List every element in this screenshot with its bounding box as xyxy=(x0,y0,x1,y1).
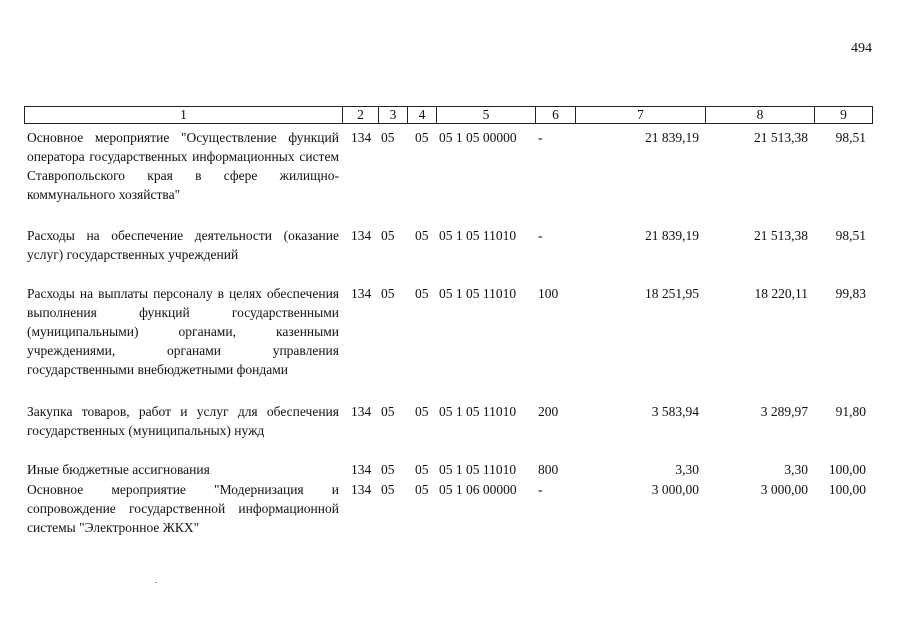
row-col-4: 05 xyxy=(415,482,429,497)
header-col-5: 5 xyxy=(436,107,535,123)
row-col-3: 05 xyxy=(381,130,395,145)
row-description: Иные бюджетные ассигнования xyxy=(27,462,210,477)
row-col-3: 05 xyxy=(381,404,395,419)
row-col-8: 21 513,38 xyxy=(754,130,808,145)
row-col-8: 21 513,38 xyxy=(754,228,808,243)
table-row xyxy=(24,402,873,442)
row-description: Расходы на выплаты персоналу в целях обеспечения выполнения функций государственными (муниципальными) органами, казенными учреждениями, органами управления государственными внебюджетными фондами xyxy=(27,286,339,377)
row-col-2: 134 xyxy=(351,286,372,301)
row-col-7: 21 839,19 xyxy=(645,130,699,145)
row-col-8: 3 000,00 xyxy=(760,482,808,497)
table-row xyxy=(24,226,873,266)
row-col-3: 05 xyxy=(381,228,395,243)
header-col-1: 1 xyxy=(180,107,187,122)
header-col-6: 6 xyxy=(535,107,575,123)
row-col-5: 05 1 05 11010 xyxy=(439,404,517,419)
row-col-7: 18 251,95 xyxy=(645,286,699,301)
header-col-7: 7 xyxy=(575,107,705,123)
row-col-2: 134 xyxy=(351,130,372,145)
row-col-7: 3,30 xyxy=(675,462,699,477)
row-col-2: 134 xyxy=(351,228,372,243)
row-description: Основное мероприятие "Модернизация и сопровождение государственной информационной системы "Электронное ЖКХ" xyxy=(27,482,339,535)
row-col-6: 100 xyxy=(538,286,559,301)
row-col-9: 91,80 xyxy=(835,404,866,419)
row-description: Основное мероприятие "Осуществление функций оператора государственных информационных систем Ставропольского края в сфере жилищно-коммунального хозяйства" xyxy=(27,130,339,202)
row-col-5: 05 1 06 00000 xyxy=(439,482,517,497)
row-col-4: 05 xyxy=(415,404,429,419)
row-col-9: 98,51 xyxy=(835,228,866,243)
header-col-8: 8 xyxy=(705,107,814,123)
row-col-4: 05 xyxy=(415,286,429,301)
row-col-2: 134 xyxy=(351,482,372,497)
page-number: 494 xyxy=(851,41,872,56)
row-col-2: 134 xyxy=(351,462,372,477)
row-col-6: - xyxy=(538,228,543,243)
row-description: Расходы на обеспечение деятельности (оказание услуг) государственных учреждений xyxy=(27,228,339,262)
row-col-9: 100,00 xyxy=(828,462,866,477)
row-col-3: 05 xyxy=(381,286,395,301)
row-col-5: 05 1 05 11010 xyxy=(439,228,517,243)
row-col-5: 05 1 05 11010 xyxy=(439,286,517,301)
row-col-8: 3,30 xyxy=(784,462,808,477)
row-col-3: 05 xyxy=(381,462,395,477)
header-col-2: 2 xyxy=(342,107,378,123)
table-row xyxy=(24,284,873,398)
row-col-9: 100,00 xyxy=(828,482,866,497)
header-col-4: 4 xyxy=(407,107,436,123)
row-col-4: 05 xyxy=(415,130,429,145)
row-col-6: - xyxy=(538,130,543,145)
row-col-3: 05 xyxy=(381,482,395,497)
scan-speck xyxy=(155,582,157,583)
row-col-6: 200 xyxy=(538,404,559,419)
row-col-8: 18 220,11 xyxy=(754,286,808,301)
row-col-8: 3 289,97 xyxy=(760,404,808,419)
table-header-row xyxy=(24,106,873,124)
row-col-7: 3 583,94 xyxy=(651,404,699,419)
header-col-3: 3 xyxy=(378,107,407,123)
table-row xyxy=(24,128,873,208)
header-col-9: 9 xyxy=(814,107,872,123)
row-col-7: 3 000,00 xyxy=(651,482,699,497)
row-col-9: 98,51 xyxy=(835,130,866,145)
row-col-7: 21 839,19 xyxy=(645,228,699,243)
row-col-9: 99,83 xyxy=(835,286,866,301)
row-col-4: 05 xyxy=(415,462,429,477)
row-col-6: 800 xyxy=(538,462,559,477)
row-col-5: 05 1 05 11010 xyxy=(439,462,517,477)
table-row xyxy=(24,480,873,540)
row-col-4: 05 xyxy=(415,228,429,243)
row-col-6: - xyxy=(538,482,543,497)
row-col-2: 134 xyxy=(351,404,372,419)
row-col-5: 05 1 05 00000 xyxy=(439,130,517,145)
row-description: Закупка товаров, работ и услуг для обеспечения государственных (муниципальных) нужд xyxy=(27,404,339,438)
table-row xyxy=(24,460,873,480)
